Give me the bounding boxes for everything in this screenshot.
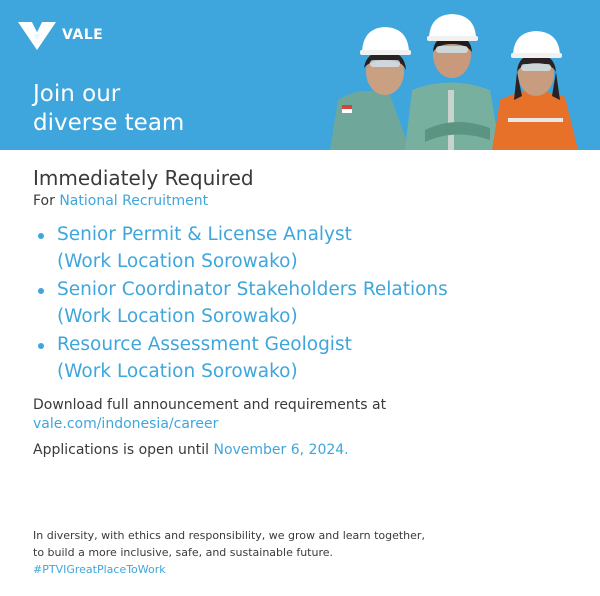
headline-line-2: diverse team bbox=[33, 110, 185, 136]
worker-middle bbox=[405, 14, 500, 150]
headline-line-1: Join our bbox=[33, 81, 121, 107]
vale-logo bbox=[18, 20, 103, 50]
worker-right bbox=[492, 31, 578, 150]
download-info bbox=[33, 396, 386, 434]
footer-line-1: In diversity, with ethics and responsibility, we grow and learn together, bbox=[33, 529, 425, 542]
job-location: (Work Location Sorowako) bbox=[57, 250, 298, 272]
logo-text: VALE bbox=[62, 27, 104, 43]
header-banner bbox=[0, 0, 600, 150]
recruitment-subtitle bbox=[33, 193, 208, 209]
section-title: Immediately Required bbox=[33, 166, 254, 190]
workers-photo bbox=[330, 0, 600, 150]
job-title: Resource Assessment Geologist bbox=[57, 334, 352, 355]
subtitle-prefix: For bbox=[33, 193, 60, 209]
job-item bbox=[38, 277, 448, 330]
headline bbox=[33, 80, 184, 138]
worker-left bbox=[330, 27, 411, 150]
job-title: Senior Coordinator Stakeholders Relations bbox=[57, 279, 448, 300]
job-location: (Work Location Sorowako) bbox=[57, 305, 298, 327]
job-location: (Work Location Sorowako) bbox=[57, 360, 298, 382]
deadline-prefix: Applications is open until bbox=[33, 442, 214, 458]
vale-v-icon bbox=[18, 20, 56, 50]
deadline-date: November 6, 2024. bbox=[213, 442, 349, 458]
subtitle-accent: National Recruitment bbox=[59, 193, 209, 209]
footer bbox=[33, 527, 425, 578]
download-text: Download full announcement and requirements at bbox=[33, 397, 387, 413]
job-item bbox=[38, 332, 448, 385]
footer-hashtag[interactable]: #PTVIGreatPlaceToWork bbox=[33, 563, 166, 576]
career-link[interactable]: vale.com/indonesia/career bbox=[33, 416, 219, 432]
bullet-icon bbox=[38, 233, 44, 239]
application-deadline bbox=[33, 442, 349, 458]
job-title: Senior Permit & License Analyst bbox=[57, 224, 352, 245]
bullet-icon bbox=[38, 288, 44, 294]
bullet-icon bbox=[38, 343, 44, 349]
footer-line-2: to build a more inclusive, safe, and sustainable future. bbox=[33, 546, 334, 559]
job-list bbox=[38, 222, 448, 387]
job-item bbox=[38, 222, 448, 275]
